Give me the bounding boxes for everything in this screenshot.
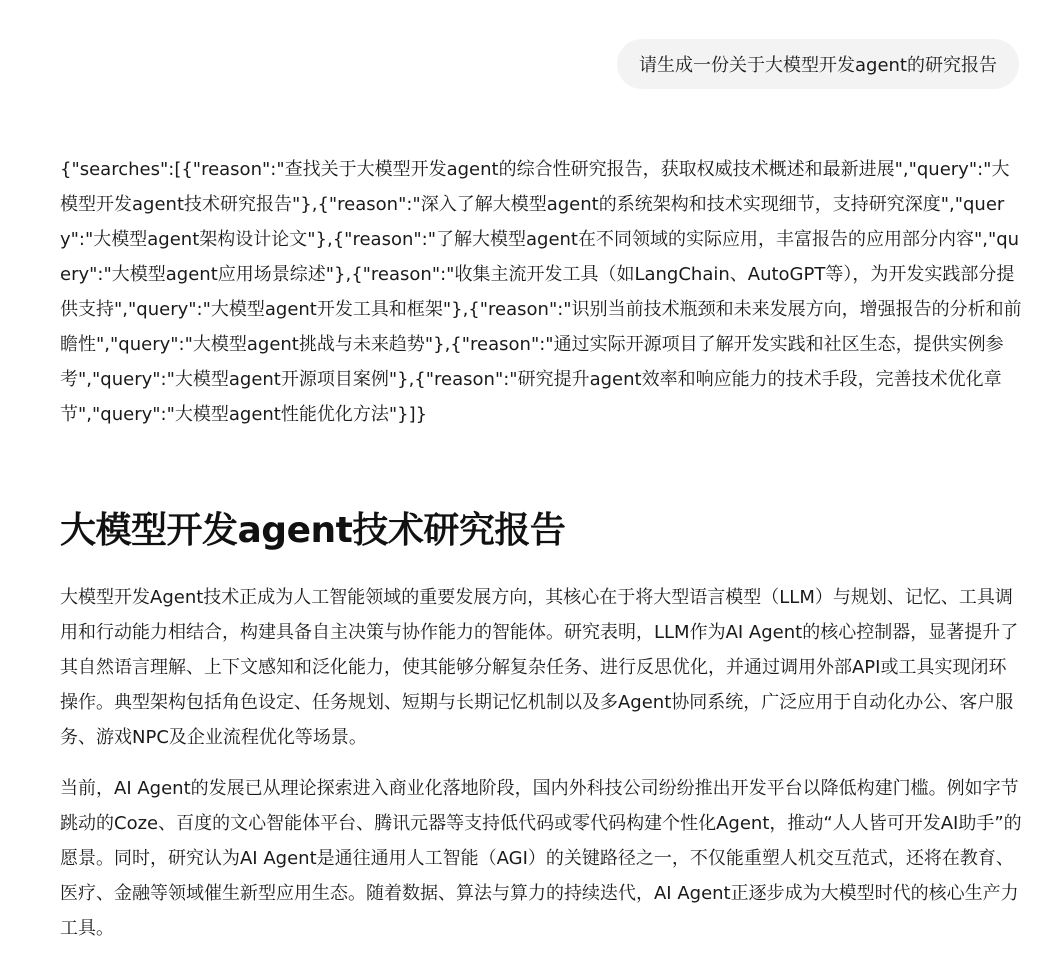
user-message-text: 请生成一份关于大模型开发agent的研究报告 bbox=[639, 55, 997, 76]
user-message-bubble bbox=[617, 39, 1019, 89]
report-title: 大模型开发agent技术研究报告 bbox=[60, 510, 566, 551]
search-plan-json: {"searches":[{"reason":"查找关于大模型开发agent的综合性研究报告，获取权威技术概述和最新进展","query":"大模型开发agent技术研究报告"},{"reason":"深入了解大模型agent的系统架构和技术实现细节，支持研究深度","query":"大模型agent架构设计论文"},{"reason":"了解大模型agent在不同领域的实际应用，丰富报告的应用部分内容","query":"大模型agent应用场景综述"},{"reason":"收集主流开发工具（如LangChain、AutoGPT等），为开发实践部分提供支持","query":"大模型agent开发工具和框架"},{"reason":"识别当前技术瓶颈和未来发展方向，增强报告的分析和前瞻性","query":"大模型agent挑战与未来趋势"},{"reason":"通过实际开源项目了解开发实践和社区生态，提供实例参考","query":"大模型agent开源项目案例"},{"reason":"研究提升agent效率和响应能力的技术手段，完善技术优化章节","query":"大模型agent性能优化方法"}]} bbox=[60, 159, 1022, 425]
assistant-response bbox=[60, 152, 1022, 946]
report-paragraph-2: 当前，AI Agent的发展已从理论探索进入商业化落地阶段，国内外科技公司纷纷推出开发平台以降低构建门槛。例如字节跳动的Coze、百度的文心智能体平台、腾讯元器等支持低代码或零代码构建个性化Agent，推动“人人皆可开发AI助手”的愿景。同时，研究认为AI Agent是通往通用人工智能（AGI）的关键路径之一，不仅能重塑人机交互范式，还将在教育、医疗、金融等领域催生新型应用生态。随着数据、算法与算力的持续迭代，AI Agent正逐步成为大模型时代的核心生产力工具。 bbox=[60, 778, 1022, 939]
report-paragraph-1: 大模型开发Agent技术正成为人工智能领域的重要发展方向，其核心在于将大型语言模型（LLM）与规划、记忆、工具调用和行动能力相结合，构建具备自主决策与协作能力的智能体。研究表明，LLM作为AI Agent的核心控制器，显著提升了其自然语言理解、上下文感知和泛化能力，使其能够分解复杂任务、进行反思优化，并通过调用外部API或工具实现闭环操作。典型架构包括角色设定、任务规划、短期与长期记忆机制以及多Agent协同系统，广泛应用于自动化办公、客户服务、游戏NPC及企业流程优化等场景。 bbox=[60, 587, 1019, 748]
